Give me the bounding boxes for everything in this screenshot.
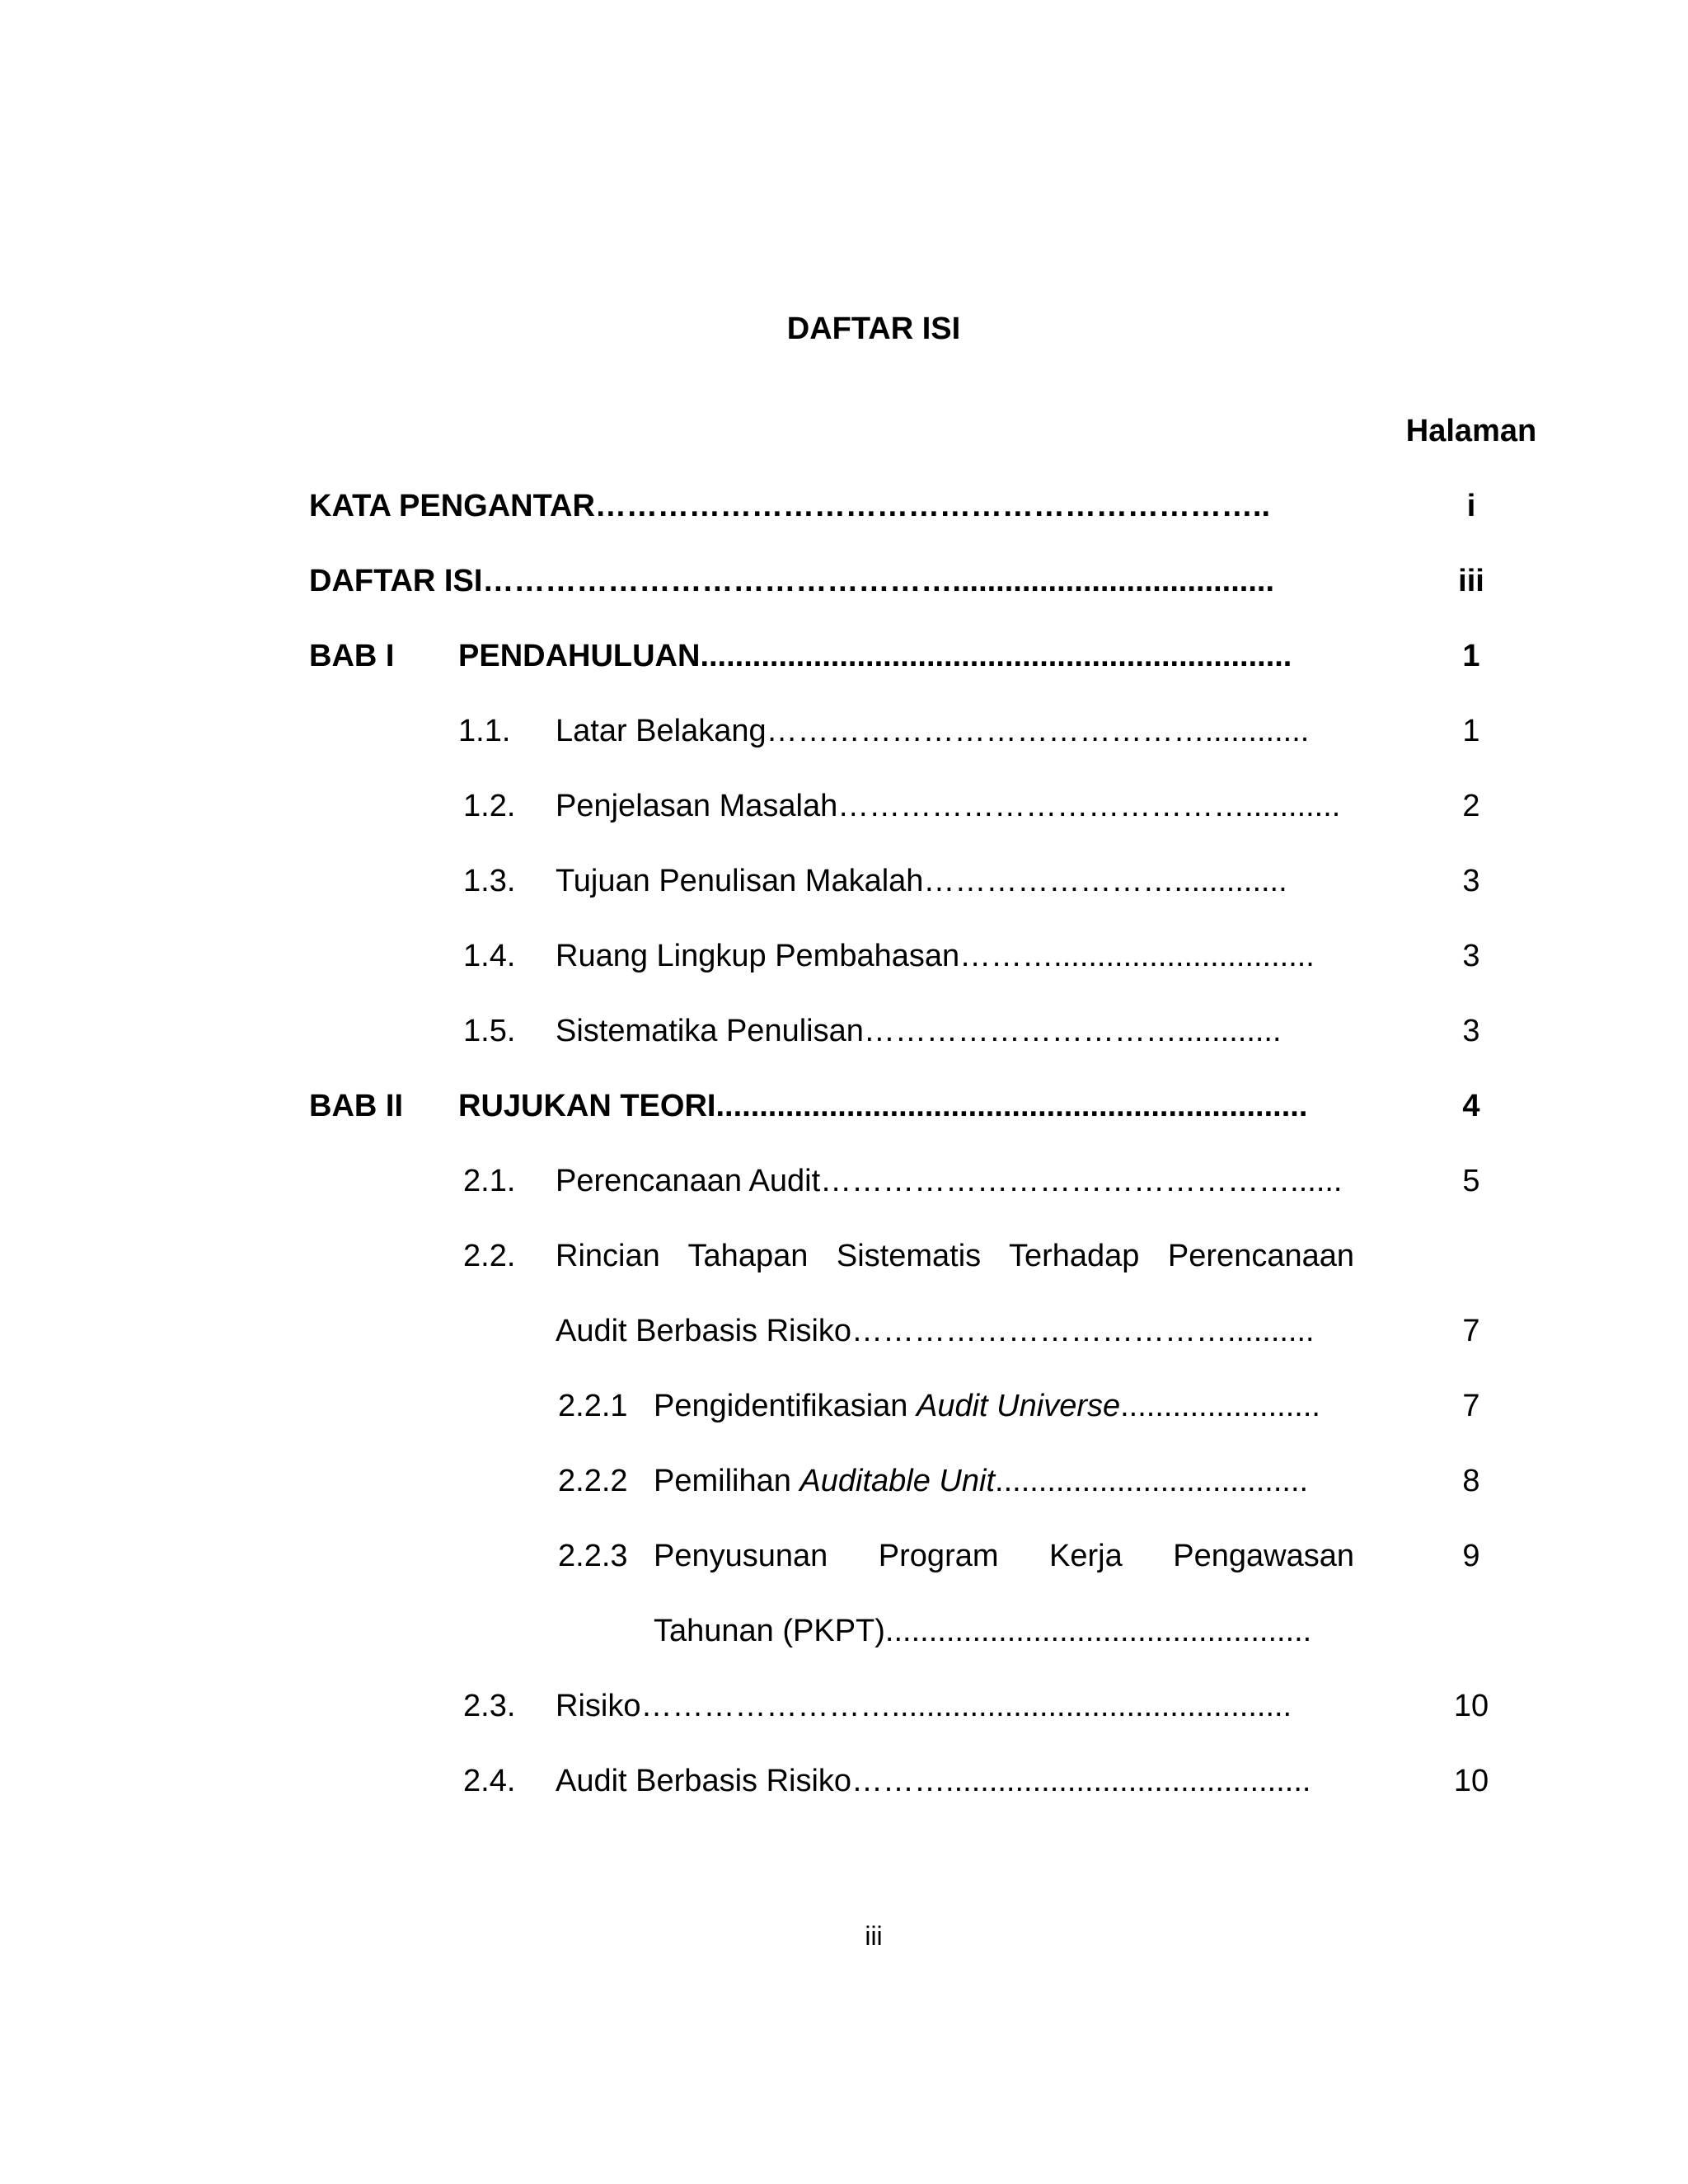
- toc-page-number: 9: [1462, 1539, 1480, 1573]
- entry-text-italic: Audit Universe: [917, 1389, 1121, 1423]
- toc-entry-text: Perencanaan Audit………………………………………......: [556, 1164, 1343, 1198]
- toc-page-number: 7: [1462, 1314, 1480, 1348]
- section-number: 1.3.: [463, 864, 516, 898]
- chapter-label: BAB I: [309, 639, 395, 673]
- toc-entry-text: KATA PENGANTAR………………………………………………………..: [309, 489, 1271, 523]
- section-number: 2.2.3: [558, 1539, 628, 1573]
- toc-entry-text: RUJUKAN TEORI....................................................................: [458, 1089, 1308, 1123]
- section-number: 2.2.1: [558, 1389, 628, 1423]
- toc-entry-text-line-2: Audit Berbasis Risiko………………………………..........: [556, 1314, 1315, 1348]
- toc-entry-text: DAFTAR ISI……………………………………….....................................: [309, 564, 1275, 598]
- toc-entry-text-line-1: Penyusunan Program Kerja Pengawasan: [654, 1539, 1354, 1573]
- toc-page-number: iii: [1458, 564, 1484, 598]
- toc-page-number: i: [1466, 489, 1476, 523]
- chapter-label: BAB II: [309, 1089, 403, 1123]
- entry-leader-dots: .......................: [1120, 1389, 1320, 1423]
- toc-entry-text: [654, 1458, 1356, 1504]
- toc-page-number: 1: [1462, 639, 1480, 673]
- section-number: 2.2.2: [558, 1464, 628, 1498]
- page-column-header: Halaman: [1405, 414, 1537, 448]
- toc-section-1-1: [0, 708, 1688, 754]
- toc-page-number: 1: [1462, 714, 1480, 748]
- toc-subsection-2-2-3-continued: [0, 1608, 1688, 1654]
- toc-section-1-2: [0, 783, 1688, 829]
- section-number: 2.3.: [463, 1689, 516, 1723]
- toc-page-number: 7: [1462, 1389, 1480, 1423]
- toc-entry-text: Tujuan Penulisan Makalah…………………….............: [556, 864, 1287, 898]
- section-number: 1.1.: [458, 714, 511, 748]
- toc-page-number: 8: [1462, 1464, 1480, 1498]
- section-number: 1.5.: [463, 1014, 516, 1048]
- toc-page-number: 10: [1453, 1689, 1489, 1723]
- toc-entry-text: Audit Berbasis Risiko………..........................................: [556, 1764, 1311, 1798]
- toc-page-number: 10: [1453, 1764, 1489, 1798]
- toc-section-2-2: [0, 1233, 1688, 1279]
- toc-page-number: 3: [1462, 864, 1480, 898]
- toc-section-2-4: [0, 1758, 1688, 1804]
- toc-section-2-3: [0, 1683, 1688, 1729]
- toc-page-number: 3: [1462, 939, 1480, 973]
- toc-entry-daftar-isi: [0, 558, 1688, 604]
- toc-chapter-bab-2: [0, 1083, 1688, 1129]
- section-number: 1.4.: [463, 939, 516, 973]
- toc-entry-text: PENDAHULUAN....................................................................: [458, 639, 1292, 673]
- section-number: 1.2.: [463, 789, 516, 823]
- toc-subsection-2-2-3: [0, 1533, 1688, 1579]
- section-number: 2.4.: [463, 1764, 516, 1798]
- entry-leader-dots: ....................................: [995, 1464, 1309, 1498]
- toc-chapter-bab-1: [0, 633, 1688, 679]
- toc-section-2-2-continued: [0, 1308, 1688, 1354]
- toc-entry-text-line-2: Tahunan (PKPT).................................................: [654, 1614, 1312, 1648]
- toc-page-number: 5: [1462, 1164, 1480, 1198]
- entry-text-plain: Pengidentifikasian: [654, 1389, 917, 1423]
- toc-section-1-3: [0, 858, 1688, 904]
- toc-entry-text: [654, 1383, 1356, 1429]
- toc-section-1-4: [0, 933, 1688, 979]
- toc-subsection-2-2-2: [0, 1458, 1688, 1504]
- toc-page-number: 4: [1462, 1089, 1480, 1123]
- footer-page-number: iii: [865, 1921, 883, 1951]
- toc-entry-text: Sistematika Penulisan…………………………............: [556, 1014, 1282, 1048]
- toc-section-2-1: [0, 1158, 1688, 1204]
- toc-page-number: 3: [1462, 1014, 1480, 1048]
- section-number: 2.1.: [463, 1164, 516, 1198]
- toc-section-1-5: [0, 1008, 1688, 1054]
- section-number: 2.2.: [463, 1239, 516, 1273]
- entry-text-italic: Auditable Unit: [799, 1464, 996, 1498]
- toc-entry-text: Latar Belakang……………………………………............: [556, 714, 1310, 748]
- toc-entry-text: Risiko……………………..............................................: [556, 1689, 1292, 1723]
- toc-entry-text: Ruang Lingkup Pembahasan………..............................: [556, 939, 1315, 973]
- page-title: DAFTAR ISI: [786, 312, 961, 346]
- toc-subsection-2-2-1: [0, 1383, 1688, 1429]
- entry-text-plain: Pemilihan: [654, 1464, 800, 1498]
- toc-entry-text-line-1: Rincian Tahapan Sistematis Terhadap Perencanaan: [556, 1239, 1354, 1273]
- toc-page-number: 2: [1462, 789, 1480, 823]
- toc-entry-text: Penjelasan Masalah…………………………………...........: [556, 789, 1341, 823]
- toc-entry-kata-pengantar: [0, 483, 1688, 529]
